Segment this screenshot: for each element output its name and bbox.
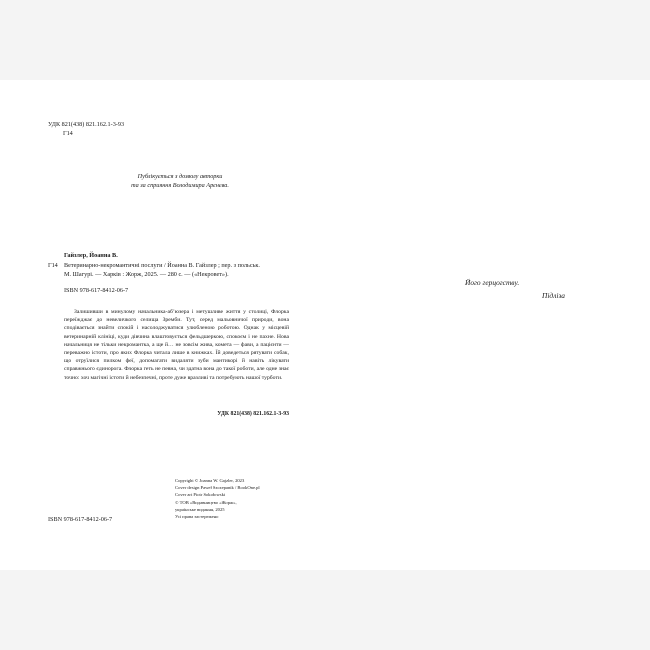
copyright-line: © ТОВ «Видавництво «Жорж»,	[175, 499, 237, 505]
catalog-author-row	[48, 251, 288, 261]
book-spread	[0, 80, 650, 570]
catalog-description-line: М. Шагурі. — Харків : Жорж, 2025. — 280 с. — («Некровет»).	[64, 271, 229, 279]
catalog-description-line: Ветеринарно-некромантичні послуги / Йоанна В. Гайзлер ; пер. з польськ.	[64, 261, 260, 269]
copyright-line: Cover design Paweł Szczepanik / BookOne.pl	[175, 485, 260, 491]
permission-note	[100, 172, 260, 190]
imprint-page	[0, 80, 325, 570]
catalog-description-row	[48, 270, 288, 280]
copyright-line: Усі права застережено	[175, 514, 219, 520]
udc-code: УДК 821(438) 821.162.1-3-93	[48, 121, 125, 128]
catalog-author: Гайзлер, Йоанна В.	[64, 252, 118, 259]
dedication	[465, 276, 565, 302]
permission-line: Публікується з дозволу авторки	[137, 173, 223, 180]
copyright-line: Copyright © Joanna W. Gajzler, 2023	[175, 478, 245, 483]
copyright-line: Cover art Piotr Sokołowski	[175, 492, 226, 498]
annotation-text: Залишивши в минулому начальника-аб’юзера і метушливе життя у столиці, Флорка переїжджає до невеличкого селища Зремби. Тут, серед мальовничої природи, вона сподівається знайти спокій і насолоджуватися улюбленою роботою. Однак у місцевій ветеринарній клініці, куди дівчина влаштовується фельдшеркою, спокоєм і не пахне. Нова начальниця не тільки некромантка, а ще й… не зовсім жива, комета — фави, а пацієнти — переважно істоти, про яких Флорка читала лише в книжках. Їй доведеться рятувати собак, що отруїлися пилком феї, допомагати видаляти зуби мантикорі й навіть лікувати справжнього єдинорога. Флорка геть не певна, чи здатна вона до такої роботи, але одне знає точно: хоч магічні істоти й небезпечні, проте дуже вразливі та потребують нашої турботи.	[64, 309, 289, 381]
catalog-description-row	[48, 261, 288, 271]
permission-line: та за сприяння Володимира Арєнєва.	[131, 182, 229, 189]
dedication-line: Його герцогству.	[465, 278, 520, 287]
book-annotation	[64, 308, 289, 382]
copyright-line: українське видання, 2025	[175, 506, 225, 512]
udc-block-top	[48, 120, 124, 138]
udc-code-bottom: УДК 821(438) 821.162.1-3-93	[217, 411, 289, 417]
catalog-code: Г14	[48, 261, 58, 269]
dedication-signature: Підліза	[542, 291, 565, 300]
copyright-block	[175, 477, 285, 520]
isbn-bottom: ISBN 978-617-8412-06-7	[48, 516, 113, 523]
bbk-code: Г14	[63, 130, 73, 137]
catalog-record	[48, 251, 288, 295]
catalog-isbn: ISBN 978-617-8412-06-7	[64, 286, 129, 294]
dedication-page	[325, 80, 650, 570]
